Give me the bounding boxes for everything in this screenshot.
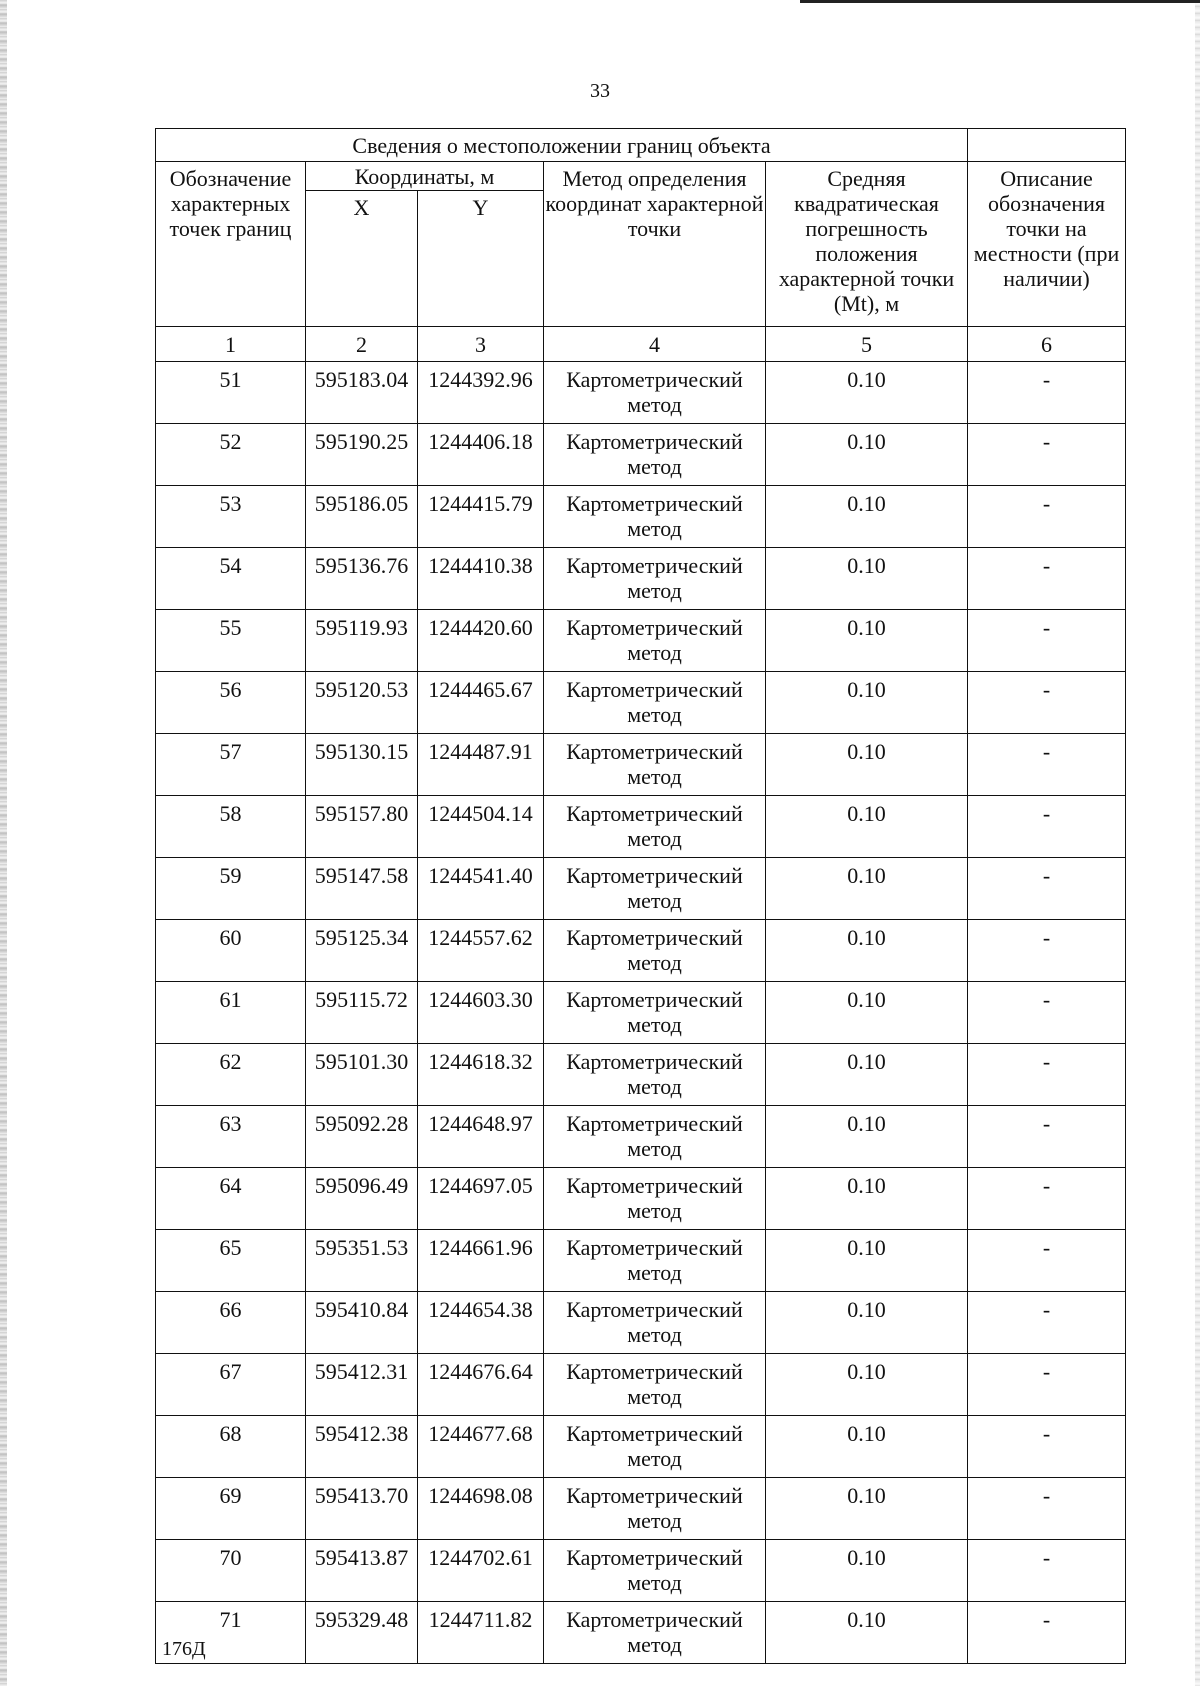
cell-x: 595329.48 — [306, 1602, 418, 1664]
table-row — [156, 672, 1126, 734]
cell-description: - — [968, 424, 1126, 486]
cell-error: 0.10 — [766, 610, 968, 672]
cell-x: 595412.31 — [306, 1354, 418, 1416]
caption-row — [156, 129, 1126, 162]
header-x: X — [306, 191, 418, 327]
cell-x: 595413.87 — [306, 1540, 418, 1602]
table-row — [156, 548, 1126, 610]
column-number: 4 — [544, 327, 766, 362]
cell-method: Картометрический метод — [544, 486, 766, 548]
cell-error: 0.10 — [766, 1292, 968, 1354]
cell-point: 69 — [156, 1478, 306, 1540]
cell-y: 1244406.18 — [418, 424, 544, 486]
table-row — [156, 1478, 1126, 1540]
cell-error: 0.10 — [766, 486, 968, 548]
cell-y: 1244618.32 — [418, 1044, 544, 1106]
cell-point: 52 — [156, 424, 306, 486]
column-number: 2 — [306, 327, 418, 362]
cell-y: 1244661.96 — [418, 1230, 544, 1292]
header-coordinates: Координаты, м — [306, 162, 544, 191]
cell-error: 0.10 — [766, 1044, 968, 1106]
cell-description: - — [968, 548, 1126, 610]
cell-description: - — [968, 362, 1126, 424]
cell-point: 68 — [156, 1416, 306, 1478]
cell-x: 595410.84 — [306, 1292, 418, 1354]
cell-y: 1244415.79 — [418, 486, 544, 548]
cell-method: Картометрический метод — [544, 858, 766, 920]
cell-description: - — [968, 1354, 1126, 1416]
cell-point: 57 — [156, 734, 306, 796]
cell-error: 0.10 — [766, 548, 968, 610]
cell-point: 65 — [156, 1230, 306, 1292]
cell-method: Картометрический метод — [544, 1540, 766, 1602]
cell-x: 595120.53 — [306, 672, 418, 734]
cell-description: - — [968, 796, 1126, 858]
cell-description: - — [968, 610, 1126, 672]
cell-point: 70 — [156, 1540, 306, 1602]
cell-error: 0.10 — [766, 734, 968, 796]
header-row — [156, 162, 1126, 191]
cell-description: - — [968, 1416, 1126, 1478]
cell-x: 595096.49 — [306, 1168, 418, 1230]
cell-point: 60 — [156, 920, 306, 982]
cell-x: 595183.04 — [306, 362, 418, 424]
column-number: 3 — [418, 327, 544, 362]
column-number-row — [156, 327, 1126, 362]
cell-description: - — [968, 1540, 1126, 1602]
cell-error: 0.10 — [766, 858, 968, 920]
cell-error: 0.10 — [766, 1168, 968, 1230]
column-number: 6 — [968, 327, 1126, 362]
table-row — [156, 1354, 1126, 1416]
column-number: 5 — [766, 327, 968, 362]
cell-method: Картометрический метод — [544, 610, 766, 672]
table-row — [156, 1416, 1126, 1478]
table-row — [156, 1602, 1126, 1664]
cell-error: 0.10 — [766, 424, 968, 486]
cell-y: 1244603.30 — [418, 982, 544, 1044]
cell-description: - — [968, 486, 1126, 548]
cell-method: Картометрический метод — [544, 1478, 766, 1540]
header-y: Y — [418, 191, 544, 327]
cell-description: - — [968, 1230, 1126, 1292]
cell-point: 71 — [156, 1602, 306, 1664]
column-number: 1 — [156, 327, 306, 362]
cell-y: 1244677.68 — [418, 1416, 544, 1478]
cell-method: Картометрический метод — [544, 920, 766, 982]
cell-method: Картометрический метод — [544, 1106, 766, 1168]
cell-point: 62 — [156, 1044, 306, 1106]
cell-method: Картометрический метод — [544, 1354, 766, 1416]
cell-description: - — [968, 734, 1126, 796]
cell-point: 61 — [156, 982, 306, 1044]
caption-empty-cell — [968, 129, 1126, 162]
cell-point: 58 — [156, 796, 306, 858]
cell-x: 595115.72 — [306, 982, 418, 1044]
cell-x: 595147.58 — [306, 858, 418, 920]
cell-y: 1244711.82 — [418, 1602, 544, 1664]
cell-method: Картометрический метод — [544, 672, 766, 734]
table-row — [156, 982, 1126, 1044]
header-method: Метод определения координат характерной точки — [544, 162, 766, 327]
cell-x: 595351.53 — [306, 1230, 418, 1292]
cell-error: 0.10 — [766, 982, 968, 1044]
cell-method: Картометрический метод — [544, 1230, 766, 1292]
cell-point: 66 — [156, 1292, 306, 1354]
table-body — [156, 129, 1126, 1664]
cell-y: 1244697.05 — [418, 1168, 544, 1230]
cell-point: 64 — [156, 1168, 306, 1230]
cell-x: 595186.05 — [306, 486, 418, 548]
cell-point: 55 — [156, 610, 306, 672]
cell-method: Картометрический метод — [544, 796, 766, 858]
footer-code: 176Д — [162, 1638, 206, 1660]
table-row — [156, 796, 1126, 858]
cell-method: Картометрический метод — [544, 1292, 766, 1354]
cell-description: - — [968, 1044, 1126, 1106]
cell-point: 63 — [156, 1106, 306, 1168]
cell-y: 1244557.62 — [418, 920, 544, 982]
scan-right-edge — [1195, 0, 1200, 1686]
table-row — [156, 362, 1126, 424]
cell-error: 0.10 — [766, 1478, 968, 1540]
cell-y: 1244702.61 — [418, 1540, 544, 1602]
cell-y: 1244465.67 — [418, 672, 544, 734]
table-row — [156, 424, 1126, 486]
cell-x: 595136.76 — [306, 548, 418, 610]
table-caption: Сведения о местоположении границ объекта — [156, 129, 968, 162]
cell-error: 0.10 — [766, 362, 968, 424]
cell-description: - — [968, 858, 1126, 920]
cell-y: 1244392.96 — [418, 362, 544, 424]
cell-description: - — [968, 1602, 1126, 1664]
cell-error: 0.10 — [766, 1540, 968, 1602]
table-row — [156, 486, 1126, 548]
cell-method: Картометрический метод — [544, 424, 766, 486]
cell-y: 1244698.08 — [418, 1478, 544, 1540]
cell-point: 51 — [156, 362, 306, 424]
table-row — [156, 1230, 1126, 1292]
boundary-coordinates-table — [155, 128, 1126, 1664]
cell-point: 53 — [156, 486, 306, 548]
page-number: 33 — [590, 80, 610, 102]
cell-x: 595157.80 — [306, 796, 418, 858]
scan-top-bar — [800, 0, 1200, 3]
table-row — [156, 858, 1126, 920]
cell-error: 0.10 — [766, 1416, 968, 1478]
header-description: Описание обозначения точки на местности (при наличии) — [968, 162, 1126, 327]
cell-point: 59 — [156, 858, 306, 920]
cell-y: 1244410.38 — [418, 548, 544, 610]
cell-error: 0.10 — [766, 672, 968, 734]
table-row — [156, 1044, 1126, 1106]
header-error: Средняя квадратическая погрешность положения характерной точки (Mt), м — [766, 162, 968, 327]
cell-x: 595125.34 — [306, 920, 418, 982]
cell-y: 1244654.38 — [418, 1292, 544, 1354]
cell-method: Картометрический метод — [544, 1416, 766, 1478]
table-row — [156, 1540, 1126, 1602]
table-row — [156, 1168, 1126, 1230]
cell-x: 595119.93 — [306, 610, 418, 672]
cell-method: Картометрический метод — [544, 982, 766, 1044]
cell-x: 595092.28 — [306, 1106, 418, 1168]
cell-error: 0.10 — [766, 1106, 968, 1168]
cell-y: 1244420.60 — [418, 610, 544, 672]
scan-left-edge — [0, 0, 7, 1686]
cell-method: Картометрический метод — [544, 1168, 766, 1230]
cell-x: 595190.25 — [306, 424, 418, 486]
table-row — [156, 1106, 1126, 1168]
cell-point: 56 — [156, 672, 306, 734]
cell-description: - — [968, 1106, 1126, 1168]
cell-y: 1244487.91 — [418, 734, 544, 796]
cell-method: Картометрический метод — [544, 734, 766, 796]
table-row — [156, 1292, 1126, 1354]
cell-description: - — [968, 982, 1126, 1044]
cell-error: 0.10 — [766, 1230, 968, 1292]
cell-method: Картометрический метод — [544, 362, 766, 424]
table-row — [156, 734, 1126, 796]
cell-description: - — [968, 1292, 1126, 1354]
table-row — [156, 610, 1126, 672]
cell-error: 0.10 — [766, 796, 968, 858]
cell-x: 595130.15 — [306, 734, 418, 796]
cell-error: 0.10 — [766, 1354, 968, 1416]
cell-method: Картометрический метод — [544, 1044, 766, 1106]
cell-x: 595412.38 — [306, 1416, 418, 1478]
cell-y: 1244676.64 — [418, 1354, 544, 1416]
cell-description: - — [968, 1168, 1126, 1230]
cell-description: - — [968, 1478, 1126, 1540]
cell-point: 67 — [156, 1354, 306, 1416]
cell-description: - — [968, 920, 1126, 982]
cell-description: - — [968, 672, 1126, 734]
cell-x: 595413.70 — [306, 1478, 418, 1540]
header-point: Обозначение характерных точек границ — [156, 162, 306, 327]
cell-error: 0.10 — [766, 920, 968, 982]
cell-x: 595101.30 — [306, 1044, 418, 1106]
cell-y: 1244648.97 — [418, 1106, 544, 1168]
cell-method: Картометрический метод — [544, 1602, 766, 1664]
cell-point: 54 — [156, 548, 306, 610]
cell-y: 1244504.14 — [418, 796, 544, 858]
table-row — [156, 920, 1126, 982]
cell-error: 0.10 — [766, 1602, 968, 1664]
cell-y: 1244541.40 — [418, 858, 544, 920]
cell-method: Картометрический метод — [544, 548, 766, 610]
